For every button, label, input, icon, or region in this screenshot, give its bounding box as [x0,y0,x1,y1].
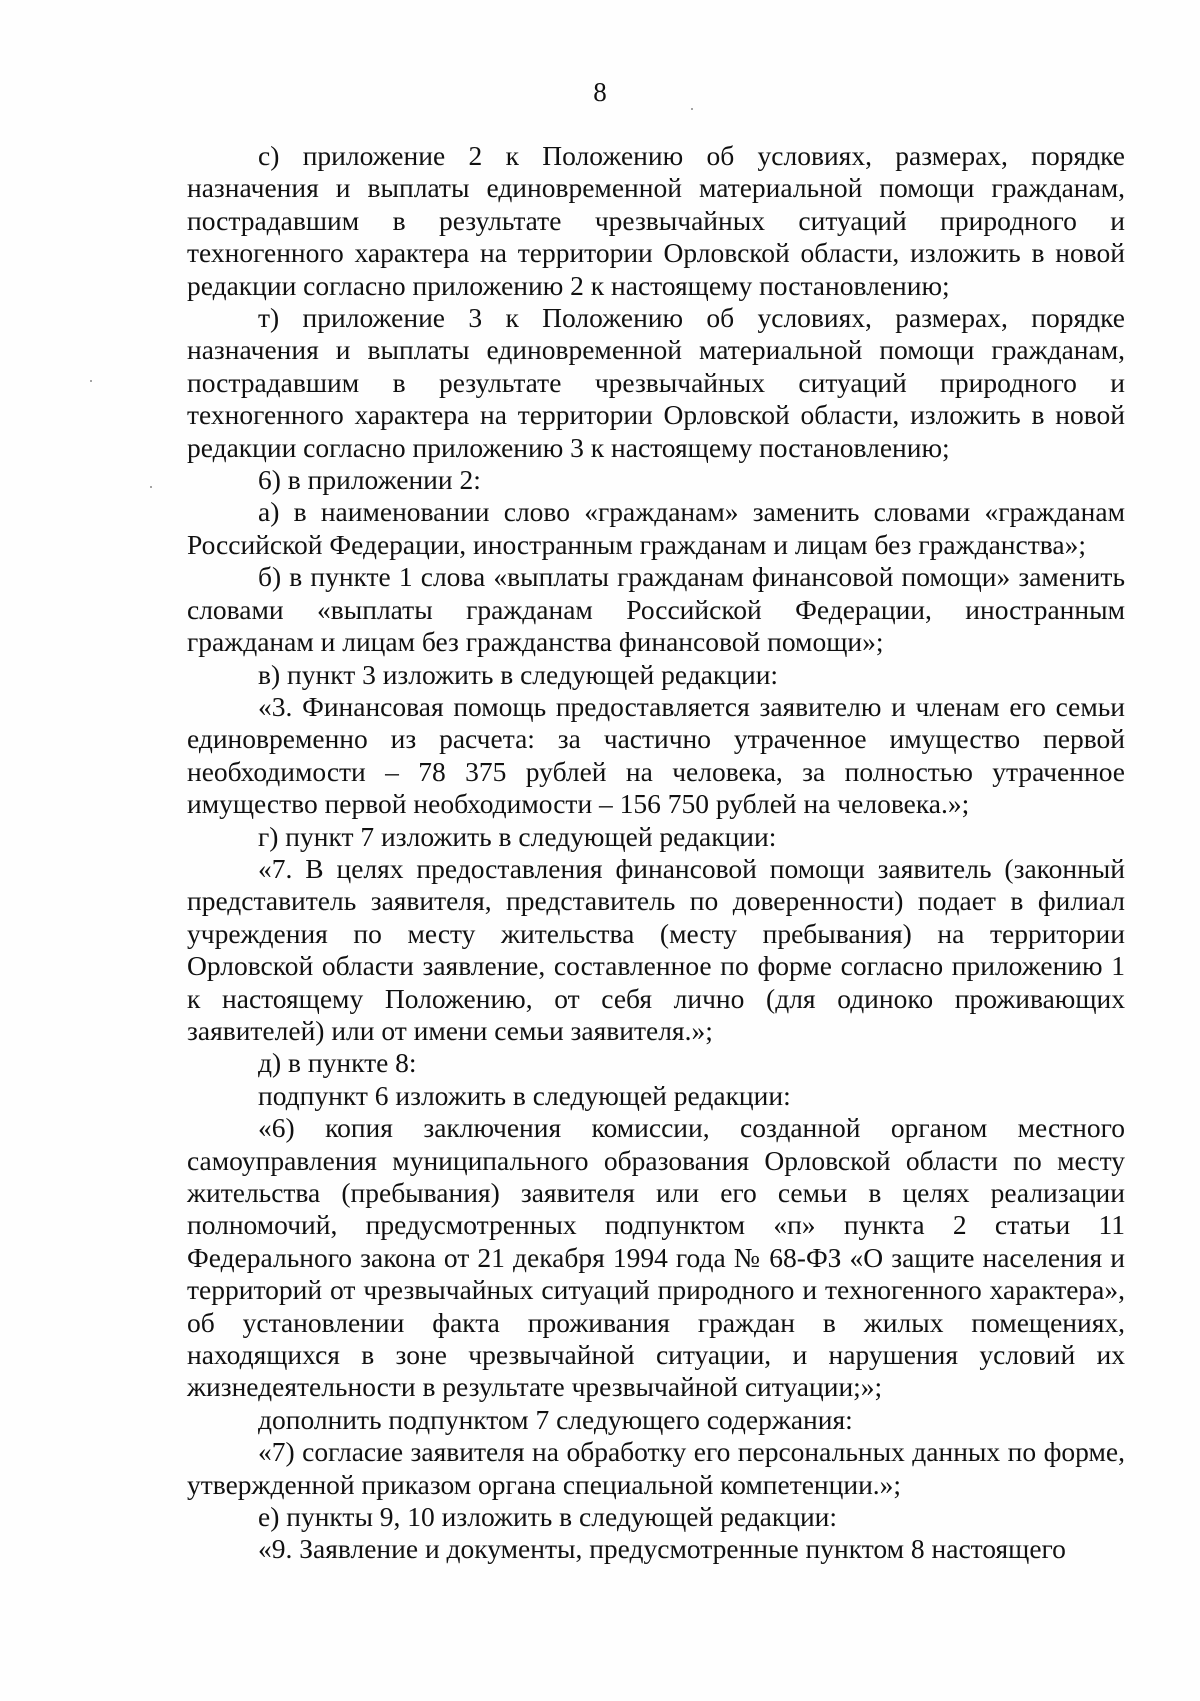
paragraph-e: е) пункты 9, 10 изложить в следующей редакции: [258,1501,838,1533]
paragraph-item-9: «9. Заявление и документы, предусмотренные пунктом 8 настоящего [258,1533,1066,1565]
scan-speck [150,486,152,488]
paragraph-s: с) приложение 2 к Положению об условиях, размерах, порядке назначения и выплаты единовременной материальной помощи гражданам, пострадавшим в результате чрезвычайных ситуаций природного и техногенного характера на территории Орловской области, изложить в новой редакции согласно приложению 2 к настоящему постановлению; [187,140,1125,301]
scan-speck [691,108,693,110]
paragraph-subitem-7: «7) согласие заявителя на обработку его персональных данных по форме, утвержденной приказом органа специальной компетенции.»; [187,1436,1125,1500]
paragraph-item-7: «7. В целях предоставления финансовой помощи заявитель (законный представитель заявителя, представитель по доверенности) подает в филиал учреждения по месту жительства (месту пребывания) на территории Орловской области заявление, составленное по форме согласно приложению 1 к настоящему Положению, от себя лично (для одиноко проживающих заявителей) или от имени семьи заявителя.»; [187,852,1125,1046]
paragraph-subitem-6: «6) копия заключения комиссии, созданной органом местного самоуправления муниципального образования Орловской области по месту жительства (пребывания) заявителя или его семьи в целях реализации полномочий, предусмотренных подпунктом «п» пункта 2 статьи 11 Федерального закона от 21 декабря 1994 года № 68-ФЗ «О защите населения и территорий от чрезвычайных ситуаций природного и техногенного характера», об установлении факта проживания граждан в жилых помещениях, находящихся в зоне чрезвычайной ситуации, и нарушения условий их жизнедеятельности в результате чрезвычайной ситуации;»; [187,1112,1125,1403]
paragraph-6-heading: 6) в приложении 2: [258,464,481,496]
paragraph-item-3: «3. Финансовая помощь предоставляется заявителю и членам его семьи единовременно из расчета: за частично утраченное имущество первой необходимости – 78 375 рублей на человека, за полностью утраченное имущество первой необходимости – 156 750 рублей на человека.»; [187,690,1125,820]
paragraph-a: а) в наименовании слово «гражданам» заменить словами «гражданам Российской Федерации, иностранным гражданам и лицам без гражданства»; [187,496,1125,560]
document-body [187,140,1125,1566]
paragraph-g: г) пункт 7 изложить в следующей редакции: [258,820,777,852]
paragraph-b: б) в пункте 1 слова «выплаты гражданам финансовой помощи» заменить словами «выплаты гражданам Российской Федерации, иностранным гражданам и лицам без гражданства финансовой помощи»; [187,561,1125,658]
paragraph-subitem-6-heading: подпункт 6 изложить в следующей редакции: [258,1079,791,1111]
page-number: 8 [593,77,607,107]
paragraph-subitem-7-heading: дополнить подпунктом 7 следующего содержания: [258,1403,853,1435]
paragraph-v: в) пункт 3 изложить в следующей редакции: [258,658,779,690]
scan-speck [90,380,92,382]
paragraph-d: д) в пункте 8: [258,1047,417,1079]
paragraph-t: т) приложение 3 к Положению об условиях, размерах, порядке назначения и выплаты единовременной материальной помощи гражданам, пострадавшим в результате чрезвычайных ситуаций природного и техногенного характера на территории Орловской области, изложить в новой редакции согласно приложению 3 к настоящему постановлению; [187,302,1125,463]
